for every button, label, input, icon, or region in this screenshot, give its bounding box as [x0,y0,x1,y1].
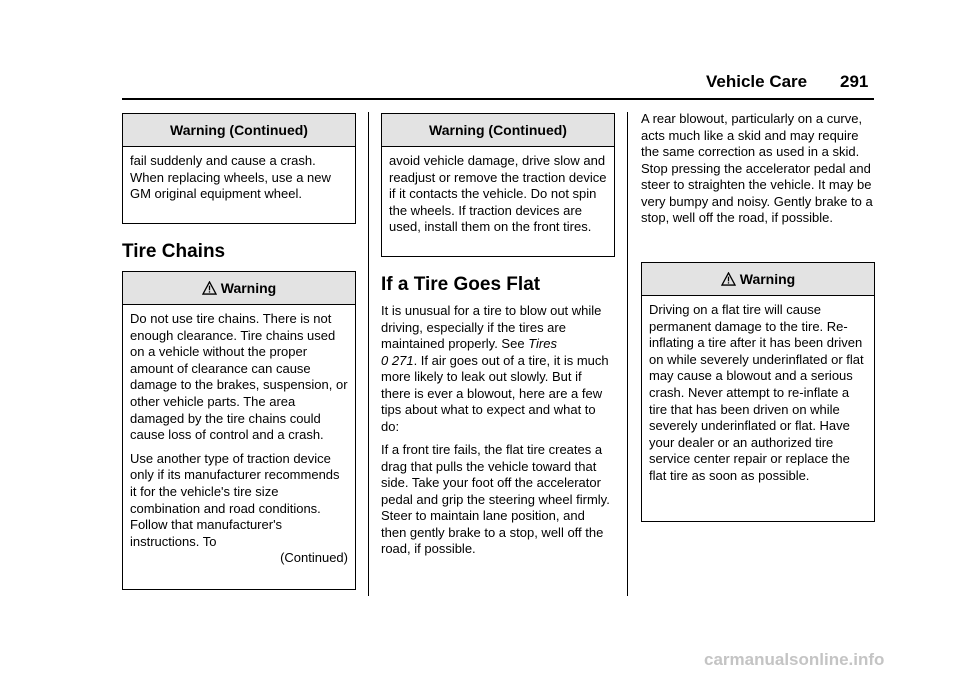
body-text: . If air goes out of a tire, it is much more likely to leak out slowly. But if there is ever a blowout, here are a few tips about what to expect and what to do: [381,352,609,434]
page-header-title: Vehicle Care [706,72,808,91]
reference-page[interactable]: 271 [391,352,414,368]
reference-label[interactable]: Tires [528,336,557,351]
warning-paragraph: Use another type of traction device only if its manufacturer recommends it for the vehicle's tire size combination and road conditions. Follow that manufacturer's instructions. To [130,450,340,549]
warning-paragraph: Do not use tire chains. There is not enough clearance. Tire chains used on a vehicle without the proper amount of clearance can cause damage to the brakes, suspension, or other vehicle parts. The area damaged by the tire chains could cause loss of control and a crash. [130,311,348,443]
warning-title-text: Warning [220,280,277,296]
body-paragraph: If a front tire fails, the flat tire creates a drag that pulls the vehicle toward that side. Take your foot off the accelerator pedal and grip the steering wheel firmly. Steer to maintain lane position, and then gently brake to a stop, well off the road, if possible. [381,442,610,556]
flat-tire-body [381,303,613,558]
flat-tire-warning-box [641,262,875,522]
page-number: 291 [840,72,869,91]
continued-warning-text: fail suddenly and cause a crash. When replacing wheels, use a new GM original equipment wheel. [130,153,331,202]
header-rule [122,98,874,100]
section-heading-tire-chains: Tire Chains [122,241,226,262]
continued-warning-text: avoid vehicle damage, drive slow and readjust or remove the traction device if it contacts the vehicle. Do not spin the wheels. If traction devices are used, install them on the front tires. [389,153,607,235]
body-text: It is unusual for a tire to blow out while driving, especially if the tires are maintained properly. See [381,303,602,351]
warning-title [123,272,355,305]
section-heading-flat-tire: If a Tire Goes Flat [381,274,541,295]
body-paragraph: A rear blowout, particularly on a curve, acts much like a skid and may require the same correction as used in a skid. Stop pressing the accelerator pedal and steer to straighten the vehicle. It may be very bumpy and noisy. Gently brake to a stop, well off the road, if possible. [641,111,873,225]
warning-triangle-icon [721,272,736,286]
body-paragraph [381,303,613,435]
warning-paragraph: Driving on a flat tire will cause permanent damage to the tire. Re-inflating a tire after it has been driven on while severely underinflated or flat may cause a blowout and a serious crash. Never attempt to re-inflate a tire that has been driven on while severely underinflated or flat. Have your dealer or an authorized tire service center repair or replace the flat tire as soon as possible. [649,302,864,483]
continued-warning-title: Warning (Continued) [382,114,614,147]
warning-title [642,263,874,296]
continued-warning-box-col1 [122,113,356,224]
warning-triangle-icon [202,281,217,295]
watermark: carmanualsonline.info [704,650,885,669]
continued-warning-box-col2 [381,113,615,257]
column-divider-1 [368,112,369,596]
rear-blowout-paragraph [641,111,875,227]
continued-label: (Continued) [280,550,348,566]
warning-title-text: Warning [739,271,796,287]
page-ref-icon: 0 [381,352,389,368]
tire-chains-warning-box [122,271,356,590]
continued-warning-title: Warning (Continued) [123,114,355,147]
column-divider-2 [627,112,628,596]
